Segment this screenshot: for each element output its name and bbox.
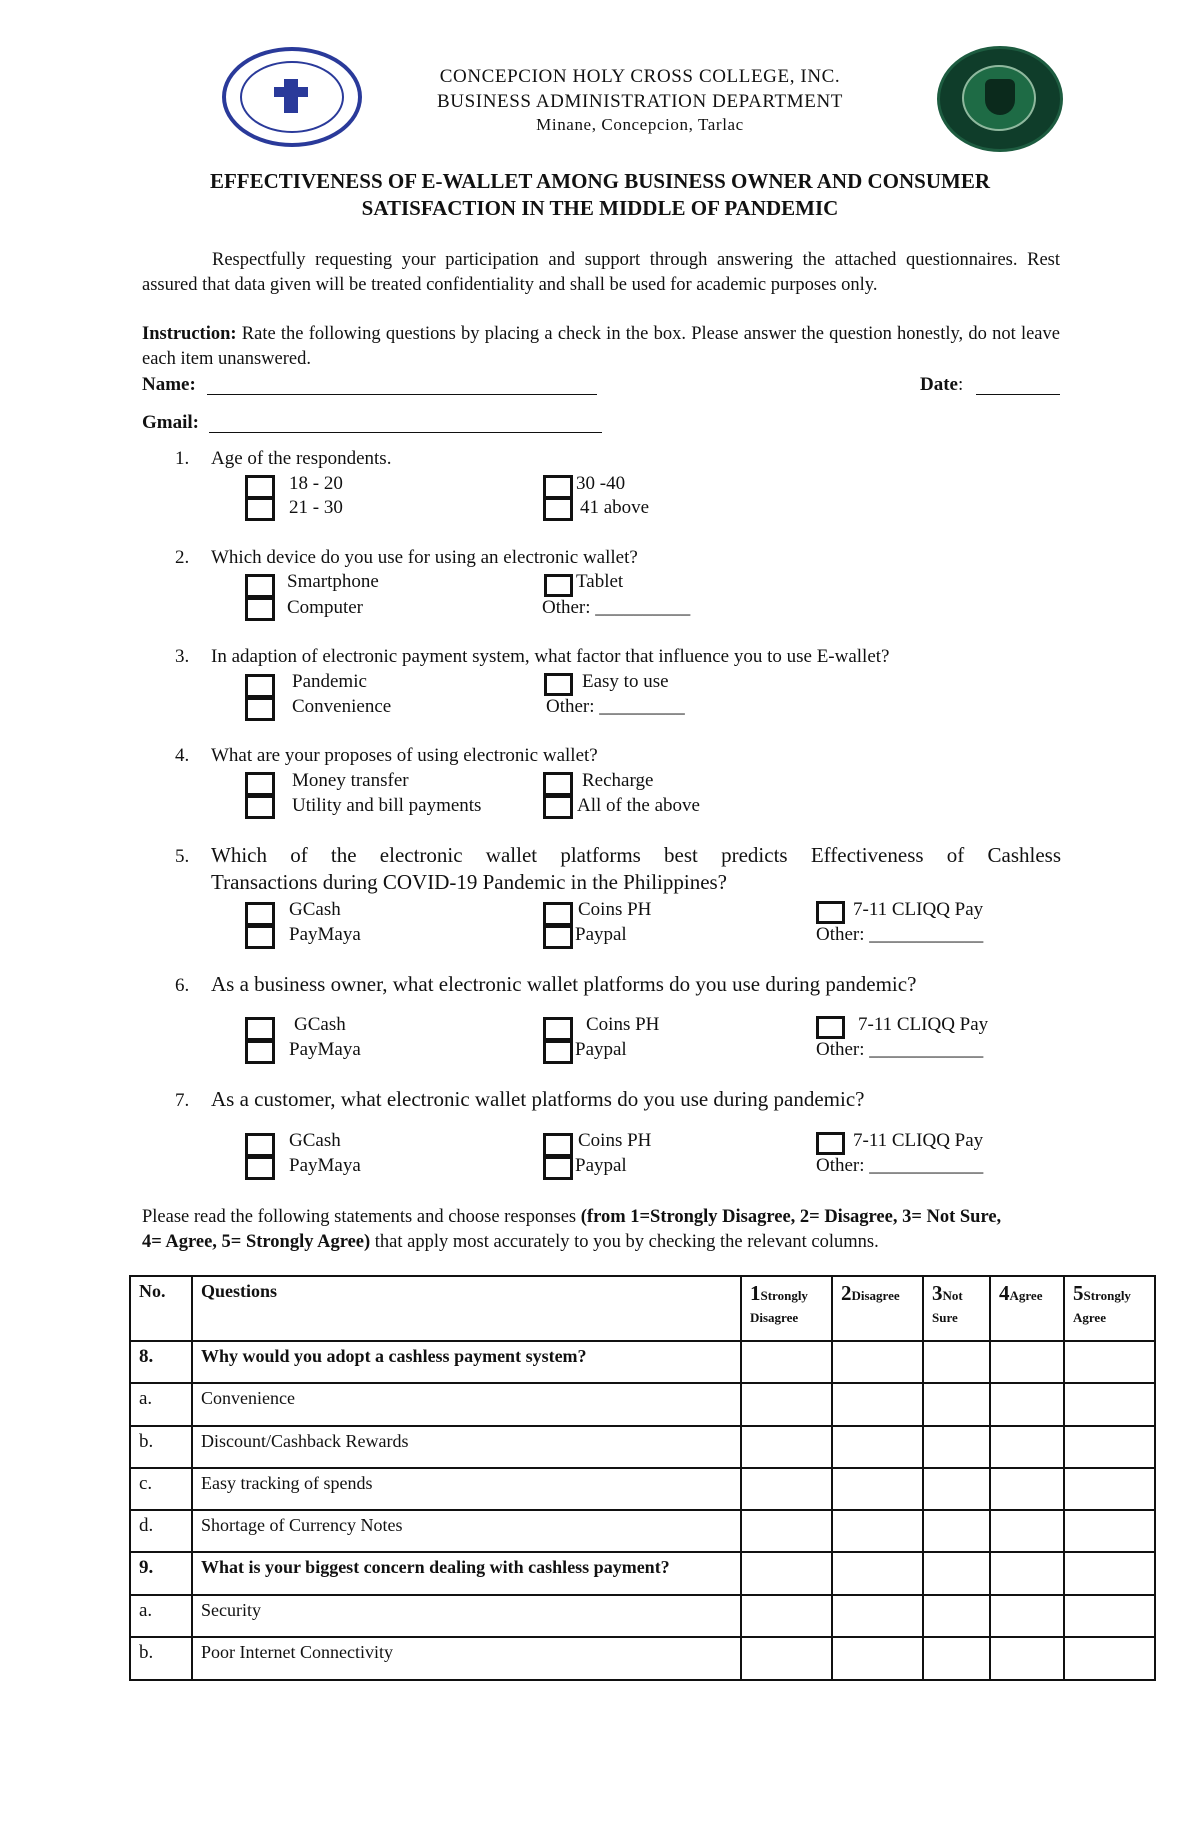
q5-checkbox-cliqq[interactable] <box>816 901 845 924</box>
rating-cell-5[interactable] <box>1064 1341 1155 1383</box>
header-disagree-label: Disagree <box>851 1288 900 1303</box>
q6-text: As a business owner, what electronic wallet platforms do you use during pandemic? <box>211 972 917 996</box>
q4-checkbox-utility-bills[interactable] <box>245 795 275 819</box>
rating-cell-1[interactable] <box>741 1552 832 1595</box>
date-colon: : <box>957 374 964 395</box>
intro-text: Respectfully requesting your participation and support through answering the attached questionnaires. Rest assured that data given will be treated confidentiality and shall be used for academic purposes only. <box>142 250 1060 295</box>
header-strongly-disagree-num: 1 <box>750 1281 761 1305</box>
q5-checkbox-gcash[interactable] <box>245 902 275 926</box>
header-agree-num: 4 <box>999 1281 1010 1305</box>
q7-checkbox-gcash[interactable] <box>245 1133 275 1157</box>
q7-option-coins-ph: Coins PH <box>578 1130 652 1151</box>
q7-option-paymaya: PayMaya <box>289 1155 361 1176</box>
q6-option-paypal: Paypal <box>575 1039 627 1060</box>
q6-option-other: Other: ____________ <box>816 1039 984 1060</box>
department-name: BUSINESS ADMINISTRATION DEPARTMENT <box>437 91 843 112</box>
q7-checkbox-paymaya[interactable] <box>245 1156 275 1180</box>
date-label-group <box>920 374 963 396</box>
q7-option-other: Other: ____________ <box>816 1155 984 1176</box>
rating-cell-2[interactable] <box>832 1595 923 1637</box>
row-number: a. <box>130 1383 192 1426</box>
q4-checkbox-all-above[interactable] <box>543 795 573 819</box>
q3-option-other: Other: _________ <box>546 696 685 717</box>
q1-checkbox-30-40[interactable] <box>543 475 573 499</box>
rating-cell-5[interactable] <box>1064 1426 1155 1468</box>
q5-text-line2: Transactions during COVID-19 Pandemic in the Philippines? <box>211 870 728 894</box>
q4-option-recharge: Recharge <box>582 770 654 791</box>
q3-checkbox-convenience[interactable] <box>245 697 275 721</box>
rating-cell-5[interactable] <box>1064 1468 1155 1510</box>
q4-number: 4. <box>175 745 190 766</box>
q4-text: What are your proposes of using electronic wallet? <box>211 745 598 766</box>
q5-option-other: Other: ____________ <box>816 924 984 945</box>
q1-option-30-40: 30 -40 <box>576 473 626 494</box>
instruction-text: Rate the following questions by placing a check in the box. Please answer the question honestly, do not leave each item unanswered. <box>142 324 1060 369</box>
q5-option-paypal: Paypal <box>575 924 627 945</box>
q5-checkbox-paymaya[interactable] <box>245 925 275 949</box>
header-no: No. <box>130 1276 192 1341</box>
q6-checkbox-gcash[interactable] <box>245 1017 275 1041</box>
table-row <box>130 1510 1155 1552</box>
row-question: Why would you adopt a cashless payment system? <box>192 1341 741 1383</box>
shield-icon <box>985 79 1015 115</box>
q7-text: As a customer, what electronic wallet platforms do you use during pandemic? <box>211 1087 865 1111</box>
rating-cell-3[interactable] <box>923 1426 990 1468</box>
table-row <box>130 1426 1155 1468</box>
header-strongly-disagree-label: Strongly Disagree <box>750 1288 808 1325</box>
rating-cell-2[interactable] <box>832 1341 923 1383</box>
q2-number: 2. <box>175 547 190 568</box>
q1-checkbox-18-20[interactable] <box>245 475 275 499</box>
rating-cell-4[interactable] <box>990 1426 1064 1468</box>
q5-number: 5. <box>175 846 190 867</box>
header-agree-label: Agree <box>1009 1288 1043 1303</box>
date-field[interactable] <box>976 374 1060 395</box>
header-disagree <box>832 1276 923 1341</box>
rating-cell-3[interactable] <box>923 1510 990 1552</box>
rating-cell-3[interactable] <box>923 1341 990 1383</box>
row-question: What is your biggest concern dealing with cashless payment? <box>192 1552 741 1595</box>
rating-cell-2[interactable] <box>832 1468 923 1510</box>
address: Minane, Concepcion, Tarlac <box>536 115 744 134</box>
rating-cell-4[interactable] <box>990 1552 1064 1595</box>
row-question: Discount/Cashback Rewards <box>192 1426 741 1468</box>
table-row <box>130 1383 1155 1426</box>
rating-cell-5[interactable] <box>1064 1637 1155 1680</box>
q5-option-paymaya: PayMaya <box>289 924 361 945</box>
rating-intro-part2: that apply most accurately to you by checking the relevant columns. <box>370 1232 879 1252</box>
rating-table <box>129 1275 1156 1681</box>
business-administration-logo <box>937 46 1063 152</box>
q2-checkbox-tablet[interactable] <box>544 574 573 597</box>
survey-title-line2: SATISFACTION IN THE MIDDLE OF PANDEMIC <box>361 196 839 220</box>
header-not-sure-num: 3 <box>932 1281 943 1305</box>
header-not-sure <box>923 1276 990 1341</box>
q2-option-smartphone: Smartphone <box>287 571 379 592</box>
rating-cell-3[interactable] <box>923 1637 990 1680</box>
q1-checkbox-41-above[interactable] <box>543 497 573 521</box>
table-row <box>130 1637 1155 1680</box>
q3-option-easy-to-use: Easy to use <box>582 671 669 692</box>
survey-title-line1: EFFECTIVENESS OF E-WALLET AMONG BUSINESS OWNER AND CONSUMER <box>209 169 991 193</box>
q1-option-21-30: 21 - 30 <box>289 497 343 518</box>
q4-option-utility-bills: Utility and bill payments <box>292 795 482 816</box>
rating-cell-5[interactable] <box>1064 1383 1155 1426</box>
q7-option-gcash: GCash <box>289 1130 341 1151</box>
rating-cell-4[interactable] <box>990 1595 1064 1637</box>
row-number: a. <box>130 1595 192 1637</box>
name-field[interactable] <box>207 374 597 395</box>
rating-cell-3[interactable] <box>923 1552 990 1595</box>
instruction-paragraph <box>142 322 1060 372</box>
q1-checkbox-21-30[interactable] <box>245 497 275 521</box>
q4-option-money-transfer: Money transfer <box>292 770 409 791</box>
q5-option-coins-ph: Coins PH <box>578 899 652 920</box>
q6-number: 6. <box>175 975 190 996</box>
header-disagree-num: 2 <box>841 1281 852 1305</box>
header-questions: Questions <box>192 1276 741 1341</box>
row-question: Shortage of Currency Notes <box>192 1510 741 1552</box>
rating-cell-1[interactable] <box>741 1341 832 1383</box>
row-number: 8. <box>130 1341 192 1383</box>
row-number: b. <box>130 1637 192 1680</box>
header-not-sure-label: Not Sure <box>932 1288 963 1325</box>
q4-checkbox-recharge[interactable] <box>543 772 573 796</box>
rating-cell-2[interactable] <box>832 1426 923 1468</box>
header-strongly-agree <box>1064 1276 1155 1341</box>
q3-option-pandemic: Pandemic <box>292 671 367 692</box>
q3-checkbox-pandemic[interactable] <box>245 674 275 698</box>
q6-checkbox-paymaya[interactable] <box>245 1040 275 1064</box>
q4-option-all-above: All of the above <box>577 795 700 816</box>
rating-cell-2[interactable] <box>832 1510 923 1552</box>
q1-option-18-20: 18 - 20 <box>289 473 343 494</box>
header-strongly-agree-num: 5 <box>1073 1281 1084 1305</box>
q2-option-other: Other: __________ <box>542 597 691 618</box>
rating-cell-1[interactable] <box>741 1468 832 1510</box>
q6-checkbox-coins-ph[interactable] <box>543 1017 573 1041</box>
q5-option-gcash: GCash <box>289 899 341 920</box>
q6-checkbox-paypal[interactable] <box>543 1040 573 1064</box>
header-strongly-disagree <box>741 1276 832 1341</box>
row-question: Poor Internet Connectivity <box>192 1637 741 1680</box>
college-name: CONCEPCION HOLY CROSS COLLEGE, INC. <box>439 66 841 87</box>
q2-text: Which device do you use for using an electronic wallet? <box>211 547 638 568</box>
row-number: 9. <box>130 1552 192 1595</box>
rating-cell-4[interactable] <box>990 1468 1064 1510</box>
q6-option-paymaya: PayMaya <box>289 1039 361 1060</box>
q4-checkbox-money-transfer[interactable] <box>245 772 275 796</box>
header-agree <box>990 1276 1064 1341</box>
q7-checkbox-paypal[interactable] <box>543 1156 573 1180</box>
q7-checkbox-coins-ph[interactable] <box>543 1133 573 1157</box>
q6-option-gcash: GCash <box>294 1014 346 1035</box>
table-row <box>130 1595 1155 1637</box>
q7-number: 7. <box>175 1090 190 1111</box>
rating-cell-3[interactable] <box>923 1468 990 1510</box>
q3-option-convenience: Convenience <box>292 696 392 717</box>
gmail-label: Gmail: <box>142 412 199 433</box>
row-question: Security <box>192 1595 741 1637</box>
instruction-label: Instruction: <box>142 324 237 344</box>
name-label: Name: <box>142 374 196 395</box>
q6-checkbox-cliqq[interactable] <box>816 1016 845 1039</box>
rating-cell-4[interactable] <box>990 1510 1064 1552</box>
q3-text: In adaption of electronic payment system, what factor that influence you to use E-wallet? <box>211 646 890 667</box>
q5-text-line1: Which of the electronic wallet platforms best predicts Effectiveness of Cashless <box>211 843 1061 867</box>
q6-option-coins-ph: Coins PH <box>586 1014 660 1035</box>
q5-checkbox-paypal[interactable] <box>543 925 573 949</box>
rating-cell-5[interactable] <box>1064 1552 1155 1595</box>
rating-cell-1[interactable] <box>741 1595 832 1637</box>
rating-cell-1[interactable] <box>741 1426 832 1468</box>
intro-paragraph <box>142 248 1060 298</box>
q2-checkbox-smartphone[interactable] <box>245 574 275 598</box>
q7-option-cliqq: 7-11 CLIQQ Pay <box>853 1130 984 1151</box>
rating-cell-1[interactable] <box>741 1637 832 1680</box>
gmail-field[interactable] <box>209 412 602 433</box>
table-row-section <box>130 1552 1155 1595</box>
rating-cell-4[interactable] <box>990 1341 1064 1383</box>
rating-scale-legend: (from 1=Strongly Disagree, 2= Disagree, 3= Not Sure, 4= Agree, 5= Strongly Agree) <box>142 1207 1002 1252</box>
table-row <box>130 1468 1155 1510</box>
rating-cell-4[interactable] <box>990 1637 1064 1680</box>
q3-number: 3. <box>175 646 190 667</box>
rating-intro-part1: Please read the following statements and choose responses <box>142 1207 581 1227</box>
row-number: d. <box>130 1510 192 1552</box>
row-question: Easy tracking of spends <box>192 1468 741 1510</box>
row-question: Convenience <box>192 1383 741 1426</box>
rating-instructions <box>142 1205 1002 1255</box>
q1-text: Age of the respondents. <box>211 448 392 469</box>
rating-cell-1[interactable] <box>741 1383 832 1426</box>
logo-cross-bar <box>274 87 308 97</box>
q1-number: 1. <box>175 448 190 469</box>
q5-option-cliqq: 7-11 CLIQQ Pay <box>853 899 984 920</box>
rating-cell-1[interactable] <box>741 1510 832 1552</box>
q2-checkbox-computer[interactable] <box>245 597 275 621</box>
header-strongly-agree-label: Strongly Agree <box>1073 1288 1131 1325</box>
row-number: b. <box>130 1426 192 1468</box>
q6-option-cliqq: 7-11 CLIQQ Pay <box>858 1014 989 1035</box>
q2-option-tablet: Tablet <box>576 571 624 592</box>
table-row-section <box>130 1341 1155 1383</box>
q7-option-paypal: Paypal <box>575 1155 627 1176</box>
row-number: c. <box>130 1468 192 1510</box>
q5-checkbox-coins-ph[interactable] <box>543 902 573 926</box>
rating-cell-2[interactable] <box>832 1552 923 1595</box>
rating-cell-3[interactable] <box>923 1383 990 1426</box>
q2-option-computer: Computer <box>287 597 363 618</box>
rating-cell-2[interactable] <box>832 1637 923 1680</box>
rating-cell-2[interactable] <box>832 1383 923 1426</box>
q3-checkbox-easy-to-use[interactable] <box>544 673 573 696</box>
q1-option-41-above: 41 above <box>580 497 650 518</box>
q7-checkbox-cliqq[interactable] <box>816 1132 845 1155</box>
date-label: Date <box>920 374 958 395</box>
rating-cell-5[interactable] <box>1064 1595 1155 1637</box>
rating-cell-4[interactable] <box>990 1383 1064 1426</box>
table-header-row <box>130 1276 1155 1341</box>
rating-cell-5[interactable] <box>1064 1510 1155 1552</box>
rating-cell-3[interactable] <box>923 1595 990 1637</box>
